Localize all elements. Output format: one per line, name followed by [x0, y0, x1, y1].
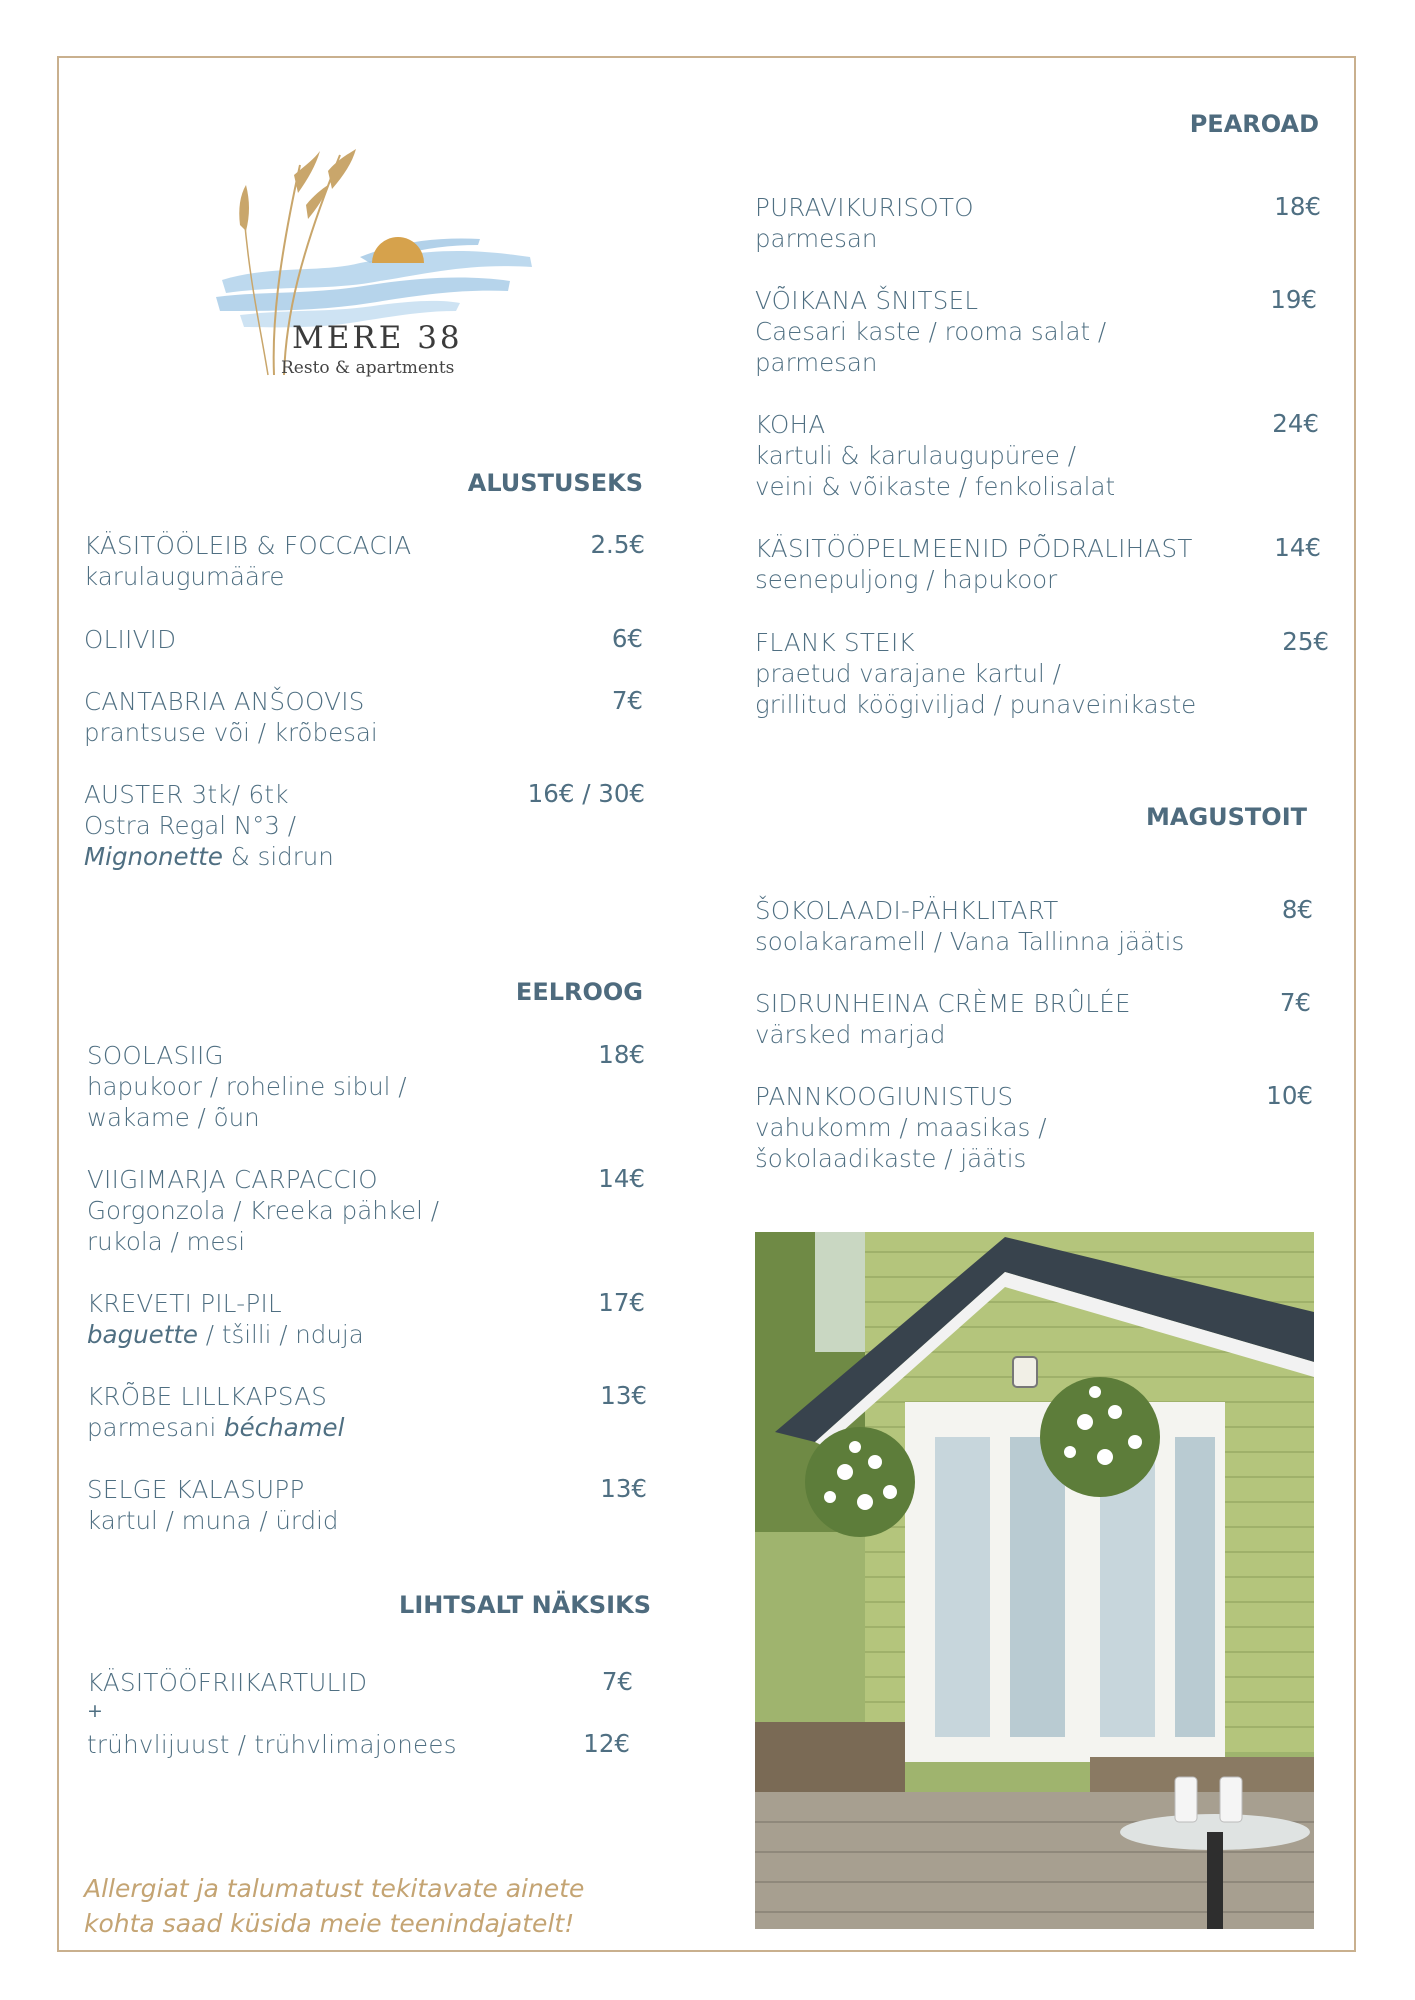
- menu-item: [755, 285, 1106, 378]
- item-description: Caesari kaste / rooma salat /: [755, 317, 1107, 346]
- allergy-note-line-1: Allergiat ja talumatust tekitavate ainete: [84, 1874, 585, 1903]
- item-description: soolakaramell / Vana Tallinna jäätis: [755, 927, 1185, 956]
- item-description: parmesani béchamel: [87, 1413, 345, 1442]
- item-name: OLIIVID: [84, 625, 177, 654]
- item-name: PANNKOOGIUNISTUS: [755, 1082, 1014, 1111]
- item-price: 17€: [598, 1288, 645, 1317]
- item-price: 24€: [1272, 409, 1319, 438]
- item-price: 7€: [611, 686, 643, 715]
- item-description: Gorgonzola / Kreeka pähkel /: [87, 1196, 439, 1225]
- item-description-2: Mignonette & sidrun: [84, 842, 334, 871]
- item-price: 7€: [1279, 988, 1311, 1017]
- logo: [210, 145, 550, 385]
- item-description-2: šokolaadikaste / jäätis: [755, 1144, 1027, 1173]
- item-description-2: parmesan: [755, 348, 878, 377]
- item-name: CANTABRIA ANŠOOVIS: [84, 687, 365, 716]
- item-description: kartul / muna / ürdid: [87, 1506, 339, 1535]
- item-name: ŠOKOLAADI-PÄHKLITART: [755, 896, 1059, 925]
- item-description-2: veini & võikaste / fenkolisalat: [755, 472, 1116, 501]
- item-name: KREVETI PIL-PIL: [87, 1289, 282, 1318]
- item-description: karulaugumääre: [84, 562, 285, 591]
- menu-item: [755, 988, 1131, 1050]
- item-name: KÄSITÖÖPELMEENID PÕDRALIHAST: [755, 534, 1193, 563]
- menu-item: [755, 409, 1115, 502]
- item-price: 13€: [600, 1474, 647, 1503]
- item-description-2: grillitud köögiviljad / punaveinikaste: [755, 690, 1197, 719]
- menu-item: [84, 779, 334, 872]
- item-name: AUSTER 3tk/ 6tk: [84, 780, 289, 809]
- item-name: SOOLASIIG: [87, 1041, 224, 1070]
- menu-item: [755, 895, 1184, 957]
- item-description: prantsuse või / krõbesai: [84, 718, 378, 747]
- item-name: VIIGIMARJA CARPACCIO: [87, 1165, 378, 1194]
- item-description: värsked marjad: [755, 1020, 946, 1049]
- item-name: VÕIKANA ŠNITSEL: [755, 286, 979, 315]
- item-price: 16€ / 30€: [527, 779, 645, 808]
- item-name: PURAVIKURISOTO: [755, 193, 974, 222]
- menu-item: [755, 627, 1196, 720]
- logo-name: MERE 38: [292, 320, 463, 356]
- restaurant-entrance-photo: [755, 1232, 1314, 1929]
- item-name: SELGE KALASUPP: [87, 1475, 305, 1504]
- addon-plus: +: [87, 1700, 103, 1722]
- item-name: FLANK STEIK: [755, 628, 915, 657]
- item-name: KÄSITÖÖFRIIKARTULID: [87, 1668, 368, 1697]
- item-name: SIDRUNHEINA CRÈME BRÛLÉE: [755, 989, 1131, 1018]
- menu-item: [87, 1288, 364, 1350]
- section-heading-naksiks: LIHTSALT NÄKSIKS: [399, 1591, 651, 1619]
- menu-item: [87, 1040, 406, 1133]
- item-name: KÄSITÖÖLEIB & FOCCACIA: [84, 531, 412, 560]
- menu-item: [87, 1381, 344, 1443]
- item-description: seenepuljong / hapukoor: [755, 565, 1058, 594]
- item-price: 18€: [598, 1040, 645, 1069]
- menu-item: [755, 533, 1193, 595]
- menu-item: [84, 624, 176, 655]
- menu-item: [84, 686, 378, 748]
- item-name: trühvlijuust / trühvlimajonees: [87, 1730, 457, 1759]
- item-price: 25€: [1282, 627, 1329, 656]
- item-description: praetud varajane kartul /: [755, 659, 1061, 688]
- section-heading-alustuseks: ALUSTUSEKS: [467, 469, 643, 497]
- item-description: Ostra Regal N°3 /: [84, 811, 297, 840]
- item-price: 12€: [583, 1729, 630, 1758]
- item-description: baguette / tšilli / nduja: [87, 1320, 364, 1349]
- item-price: 18€: [1274, 192, 1321, 221]
- allergy-note: [84, 1871, 584, 1941]
- item-price: 7€: [601, 1667, 633, 1696]
- menu-item: [87, 1729, 457, 1760]
- menu-item: [84, 530, 411, 592]
- menu-item: [87, 1667, 367, 1698]
- item-price: 8€: [1281, 895, 1313, 924]
- item-name: KRÕBE LILLKAPSAS: [87, 1382, 328, 1411]
- item-name: KOHA: [755, 410, 826, 439]
- item-description: hapukoor / roheline sibul /: [87, 1072, 407, 1101]
- menu-item: [755, 192, 974, 254]
- item-description-2: rukola / mesi: [87, 1227, 246, 1256]
- item-price: 14€: [598, 1164, 645, 1193]
- section-heading-eelroog: EELROOG: [515, 978, 643, 1006]
- item-price: 14€: [1274, 533, 1321, 562]
- menu-item: [87, 1474, 338, 1536]
- item-price: 6€: [611, 624, 643, 653]
- menu-item: [755, 1081, 1046, 1174]
- item-description: kartuli & karulaugupüree /: [755, 441, 1077, 470]
- item-price: 2.5€: [590, 530, 645, 559]
- allergy-note-line-2: kohta saad küsida meie teenindajatelt!: [84, 1909, 575, 1938]
- item-price: 19€: [1270, 285, 1317, 314]
- section-heading-pearoad: PEAROAD: [1189, 110, 1319, 138]
- item-price: 13€: [600, 1381, 647, 1410]
- logo-subtitle: Resto & apartments: [281, 358, 455, 378]
- item-price: 10€: [1266, 1081, 1313, 1110]
- section-heading-magustoit: MAGUSTOIT: [1145, 803, 1307, 831]
- item-description: vahukomm / maasikas /: [755, 1113, 1047, 1142]
- menu-item: [87, 1164, 439, 1257]
- item-description-2: wakame / õun: [87, 1103, 260, 1132]
- item-description: parmesan: [755, 224, 878, 253]
